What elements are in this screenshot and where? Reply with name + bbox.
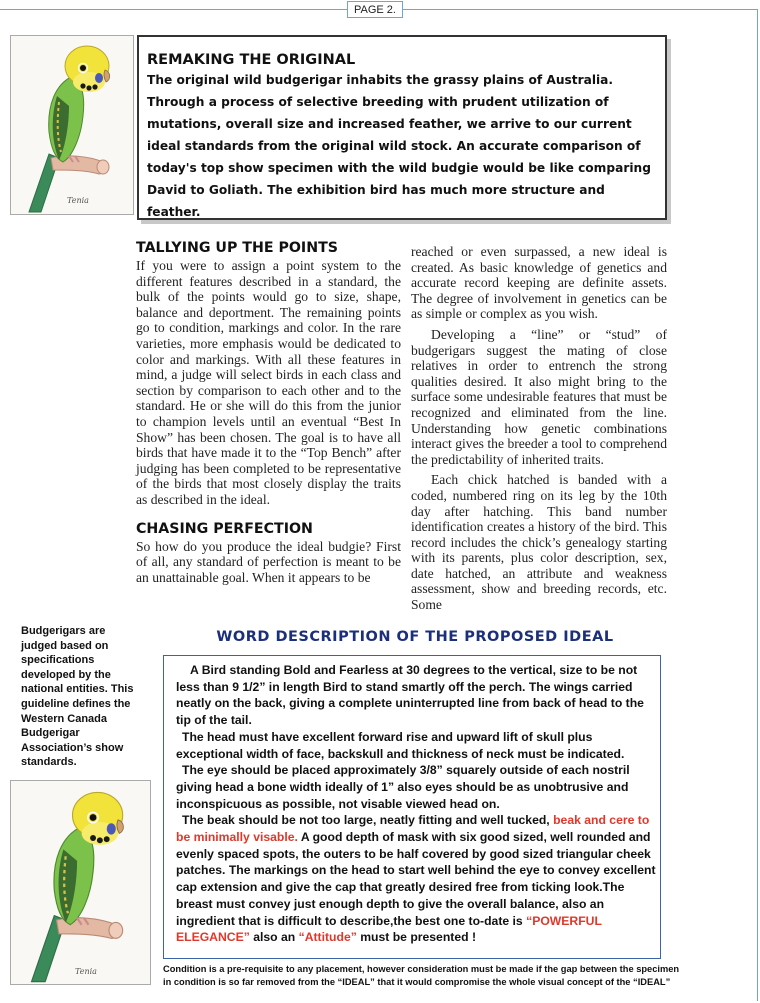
ideal-closing-text: must be presented ! <box>360 930 477 945</box>
ideal-mask-text: A good depth of mask with six good sized, well rounded and evenly spaced spots, the outers to be half covered by good sized triangular cheek patches. The markings on the head to start well behind the eye to convey excellent cap extension and give the cap that greatly desired free from ticking look.The breast must convey just enough depth to give the overall balance, also an ingredient that is difficult to describe,the best one to-date is <box>176 830 656 928</box>
article-column-1 <box>136 239 401 585</box>
budgerigar-illustration-top <box>10 35 134 215</box>
section-text-tallying: If you were to assign a point system to the different features described in a standard, the bulk of the points would go to size, shape, balance and deportment. The remaining points go to condition, markings and color. In the rare varieties, more emphasis would be dedicated to color and markings. With all these features in mind, a judge will select birds in each class and section by comparison to each other and to the standard. He or she will do this from the junior to champion levels until an eventual “Best In Show” has been chosen. The goal is to have all birds that have made it to the “Top Bench” after judging has been completed to be representative of the birds that most closely display the traits as described in the ideal. <box>136 258 401 507</box>
section-title-chasing: CHASING PERFECTION <box>136 520 313 537</box>
ideal-attitude-highlight: “Attitude” <box>298 930 357 945</box>
intro-title: REMAKING THE ORIGINAL <box>147 52 356 68</box>
footnote: Condition is a pre-requisite to any placement, however consideration must be made if the gap between the specimen in condition is so far removed from the “IDEAL” that it would compromise the whole visual concept of the “IDEAL” <box>163 964 680 987</box>
column2-paragraph-3: Each chick hatched is banded with a coded, numbered ring on its leg by the 10th day after hatching. This band number identification creates a history of the bird. This record includes the chick’s genealogy starting with its parents, plus color description, sex, date hatched, an attribute and weakness assessment, show and breeding records, etc. Some <box>411 472 667 613</box>
ideal-title: WORD DESCRIPTION OF THE PROPOSED IDEAL <box>216 629 614 645</box>
ideal-beak-text: The beak should be not too large, neatly fitting and well tucked, <box>182 813 550 828</box>
ideal-description-box <box>163 655 661 959</box>
ideal-paragraph-1: A Bird standing Bold and Fearless at 30 degrees to the vertical, size to be not less than 9 1/2” in length Bird to stand smartly off the perch. The wings carried neatly on the back, giving a complete uninterrupted line from back of head to the tip of the tail. <box>176 663 644 728</box>
ideal-paragraph-2: The head must have excellent forward rise and upward lift of skull plus exceptional width of face, backskull and thickness of neck must be indicated. <box>176 729 625 761</box>
page-number-tab: PAGE 2. <box>347 1 403 18</box>
intro-text: The original wild budgerigar inhabits the grassy plains of Australia. Through a process of selective breeding with prudent utilization of mutations, overall size and increased feather, we arrive to our current ideal standards from the original wild stock. An accurate comparison of today's top show specimen with the wild budgie would be like comparing David to Goliath. The exhibition bird has much more structure and feather. <box>147 73 651 219</box>
ideal-elegance-highlight: “POWERFUL ELEGANCE” <box>176 913 602 945</box>
column2-paragraph-2: Developing a “line” or “stud” of budgerigars suggest the mating of close relatives in order to entrench the strong qualities desired. It also might bring to the surface some undesirable features that must be recognized and eliminated from the line. Understanding how genetic combinations interact gives the breeder a tool to comprehend the predictability of inherited traits. <box>411 326 667 467</box>
budgerigar-illustration-bottom <box>10 780 151 985</box>
artist-signature: Tenia <box>75 967 97 976</box>
artist-signature: Tenia <box>67 196 89 205</box>
ideal-paragraph-3: The eye should be placed approximately 3/8” squarely outside of each nostril giving head a bone width ideally of 1” also eyes should be as unobtrusive and inconspicuous as possible, not visable viewed head on. <box>176 763 630 811</box>
ideal-also-text: also an <box>253 930 296 945</box>
ideal-beak-highlight: beak and cere to be minimally visable. <box>176 813 650 845</box>
column2-paragraph-1: reached or even surpassed, a new ideal is created. As basic knowledge of genetics and accurate record keeping are definite assets. The degree of involvement in genetics can be as simple or complex as you wish. <box>411 244 667 322</box>
ideal-paragraph-4 <box>176 812 656 946</box>
side-note: Budgerigars are judged based on specifications developed by the national entities. This guideline defines the Western Canada Budgerigar Association’s show standards. <box>21 625 134 769</box>
intro-box <box>137 35 667 220</box>
section-text-chasing: So how do you produce the ideal budgie? First of all, any standard of perfection is meant to be an unattainable goal. When it appears to be <box>136 538 401 585</box>
budgerigar-drawing <box>11 36 133 214</box>
section-title-tallying: TALLYING UP THE POINTS <box>136 240 338 256</box>
budgerigar-drawing <box>11 781 150 984</box>
article-column-2 <box>411 244 667 613</box>
